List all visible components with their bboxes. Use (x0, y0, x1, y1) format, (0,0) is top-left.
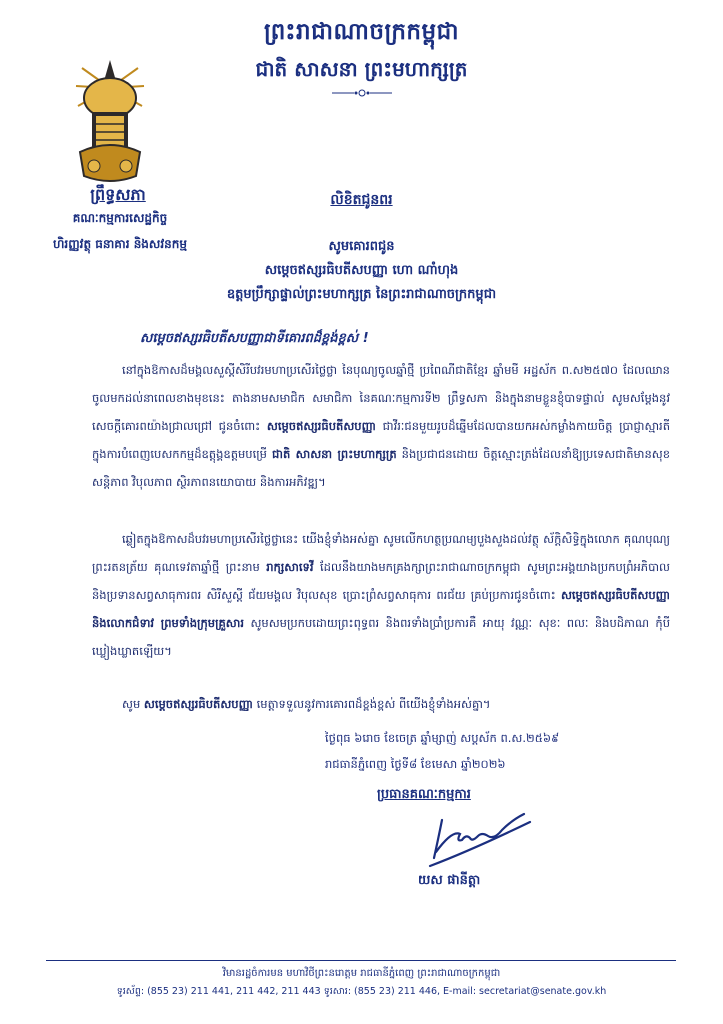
addressee-name: សម្តេចឥស្សរធិបតីសបញ្ញា ហោ ណាំហុង (264, 263, 459, 278)
footer-address: វិមានរដ្ឋចំការមន មហាវិថីព្រះនរោត្តម រាជធានីភ្នំពេញ ព្រះរាជាណាចក្រកម្ពុជា (222, 968, 501, 979)
respectfully-line: សូមគោរពជូន (328, 239, 395, 254)
p3-highlight-title: សម្ដេចឥស្សរធិបតីសបញ្ញា (143, 697, 253, 711)
kingdom-heading: ព្រះរាជាណាចក្រកម្ពុជា (263, 19, 460, 45)
paragraph-3 (92, 690, 670, 718)
p3-text-a: សូម (122, 697, 141, 711)
p2-highlight-deity: រាក្សសាទេវី (266, 560, 314, 574)
salutation: សម្ដេចឥស្សរធិបតីសបញ្ញាជាទីគោរពដ៏ខ្ពង់ខ្ពស់ ! (140, 331, 369, 346)
commission-name: គណៈកម្មការសេដ្ឋកិច្ច (72, 211, 168, 225)
p1-highlight-motto: ជាតិ សាសនា ព្រះមហាក្សត្រ (272, 447, 397, 461)
date-lunar: ថ្ងៃពុធ ៦រោច ខែចេត្រ ឆ្នាំម្សាញ់ សប្តស័ក ព.ស.២៥៦៩ (325, 731, 560, 745)
p1-text-a: នៅក្នុងឱកាសដ៏មង្គលសួស្តីសិរីបវរមហាប្រសើរថ្លៃថ្លា នៃបុណ្យចូលឆ្នាំថ្មី ប្រពៃណីជាតិខ្មែរ ឆ្នាំមមី អដ្ឋស័ក ព.ស២៥៧០ ដែលឈានចូលមកដល់នាពេលខាងមុខនេះ តាងនាមសមាជិក សមាជិកា នៃគណៈកម្មការទី២ ព្រឹទ្ធសភា និងក្នុងនាមខ្លួនខ្ញុំបាទផ្ទាល់ សូមសម្តែងនូវសេចក្តីគោរពយ៉ាងជ្រាលជ្រៅ ជូនចំពោះ (92, 363, 670, 433)
handwritten-signature (412, 800, 542, 874)
p2-highlight-title: សម្ដេចឥស្សរធិបតីសបញ្ញា (560, 588, 671, 602)
signer-role: ប្រធានគណៈកម្មការ (377, 787, 471, 802)
commission-subtitle: ហិរញ្ញវត្ថុ ធនាគារ និងសវនកម្ម (52, 237, 188, 251)
footer-divider (46, 960, 676, 961)
p2-text-a: ឆ្លៀតក្នុងឱកាសដ៏បវរមហាប្រសើរថ្លៃថ្លានេះ យើងខ្ញុំទាំងអស់គ្នា សូមលើកហត្ថប្រណម្យបួងសួងដល់វត្ថុ ស័ក្តិសិទ្ធិក្នុងលោក គុណបុណ្យព្រះរតនត្រ័យ គុណទេវតាឆ្នាំថ្មី ព្រះនាម (92, 532, 670, 574)
senate-emblem (72, 58, 148, 188)
divider-ornament (330, 86, 394, 100)
paragraph-1 (92, 356, 670, 496)
p2-highlight-spouse: និងលោកជំទាវ ព្រមទាំងក្រុមគ្រួសារ (92, 616, 245, 630)
p1-text-c: ជាវីរៈជនមួយរូបដ៏ឆ្នើមដែលបានយកអស់កម្លាំងកាយចិត្ត ប្រាជ្ញាស្មារតី ក្នុងការបំពេញបេសកកម្មដ៏ឧត្តុង្គឧត្តមបម្រើ (92, 419, 670, 461)
addressee-title: ឧត្តមប្រឹក្សាផ្ទាល់ព្រះមហាក្សត្រ នៃព្រះរាជាណាចក្រកម្ពុជា (226, 287, 497, 302)
p2-text-f: សូមសមប្រកបដោយព្រះពុទ្ធពរ និងពរទាំងប្រាំប្រការគឺ អាយុ វណ្ណៈ សុខៈ ពលៈ និងបដិភាណ កុំបីឃ្លៀងឃ្លាតឡើយ។ (92, 616, 671, 658)
p1-text-e: និងប្រជាជនដោយ ចិត្តស្មោះត្រង់ដែលនាំឱ្យប្រទេសជាតិមានសុខសន្តិភាព វិបុលភាព ស្ថិរភាពនយោបាយ និងការអភិវឌ្ឍ។ (92, 447, 670, 489)
p1-highlight-title: សម្ដេចឥស្សរធិបតីសបញ្ញា (266, 419, 376, 433)
p2-text-c: ដែលនឹងយាងមកគ្រងក្សាព្រះរាជាណាចក្រកម្ពុជា សូមព្រះអង្គយាងប្រកបព្រំអភិបាល និងប្រទានសព្វសាធុការពរ សិរីសួស្តី ជ័យមង្គល វិបុលសុខ ប្រោះព្រំសព្វសាធុការ ពរជ័យ គ្រប់ប្រការជូនចំពោះ (92, 560, 671, 602)
paragraph-2 (92, 525, 670, 665)
p3-text-c: មេត្តាទទួលនូវការគោរពដ៏ខ្ពង់ខ្ពស់ ពីយើងខ្ញុំទាំងអស់គ្នា។ (256, 697, 491, 711)
letter-title: លិខិតជូនពរ (330, 192, 393, 208)
institution-name: ព្រឹទ្ធសភា (90, 185, 146, 204)
national-motto: ជាតិ សាសនា ព្រះមហាក្សត្រ (255, 57, 468, 81)
date-solar: រាជធានីភ្នំពេញ ថ្ងៃទី៨ ខែមេសា ឆ្នាំ២០២៦ (325, 757, 506, 771)
footer-contact: ទូរស័ព្ទ: (855 23) 211 441, 211 442, 211 443 ទូរសារ: (855 23) 211 446, E-mail: secretariat@senate.gov.kh (116, 986, 607, 997)
signer-name: យស ផានីត្តា (418, 873, 481, 888)
